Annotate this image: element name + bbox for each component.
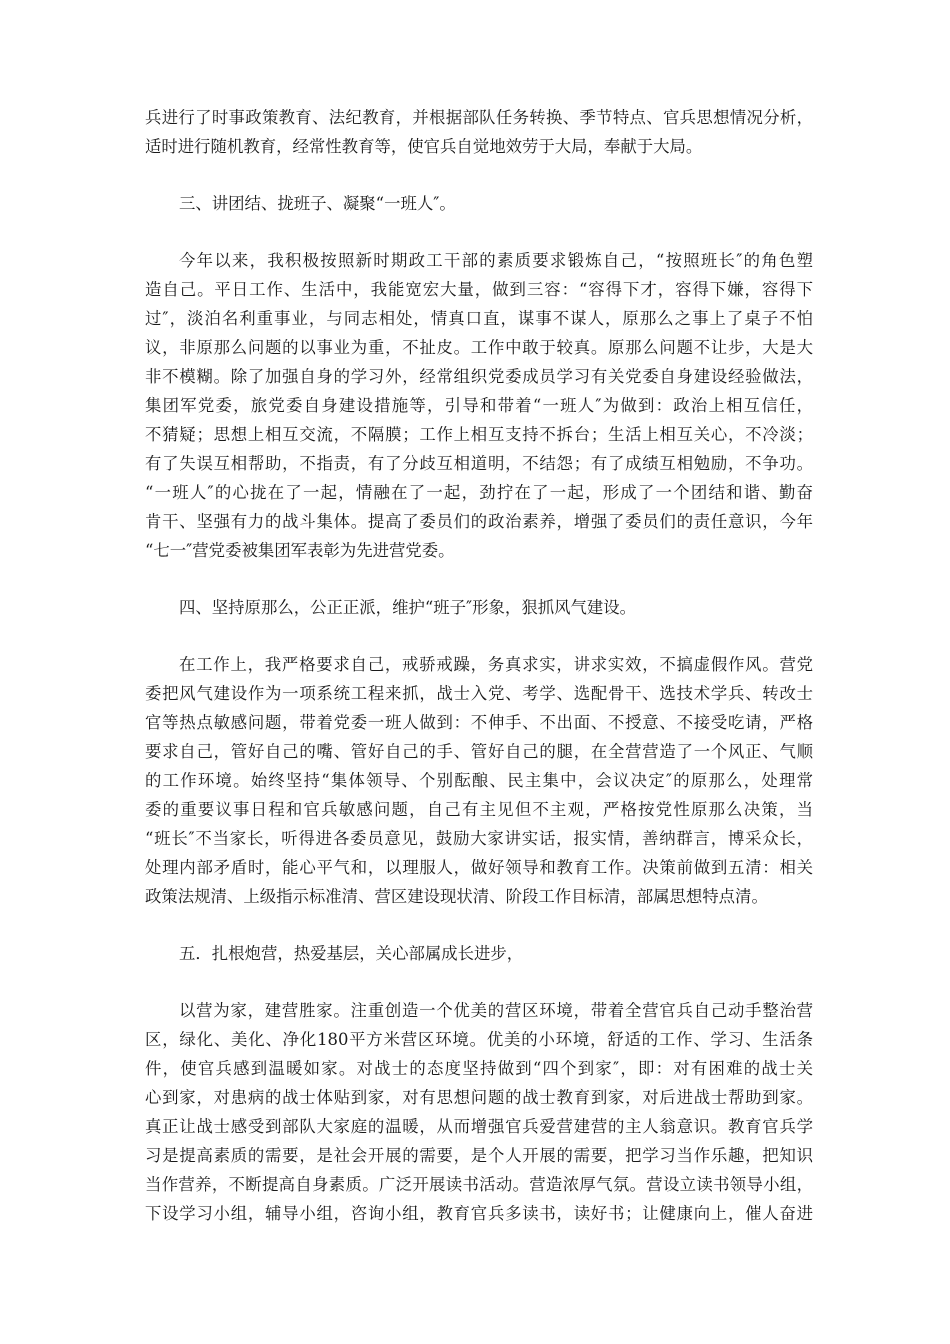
text-line: 的工作环境。始终坚持“集体领导、个别酝酿、民主集中，会议决定″的原那么，处理常 [145,771,813,790]
text-line: 适时进行随机教育，经常性教育等，使官兵自觉地效劳于大局，奉献于大局。 [145,137,703,156]
text-line: 造自己。平日工作、生活中，我能宽宏大量，做到三容：“容得下才，容得下嫌，容得下 [145,280,813,299]
document-page [145,103,813,1228]
text-line: 非不模糊。除了加强自身的学习外，经常组织党委成员学习有关党委自身建设经验做法， [145,367,813,386]
text-line: 兵进行了时事政策教育、法纪教育，并根据部队任务转换、季节特点、官兵思想情况分析， [145,108,813,127]
heading-text: 四、坚持原那么，公正正派，维护“班子″形象，狠抓风气建设。 [179,598,637,617]
paragraph-4 [145,996,813,1228]
text-line: 委把风气建设作为一项系统工程来抓，战士入党、考学、选配骨干、选技术学兵、转改士 [145,684,813,703]
paragraph-2 [145,246,813,565]
text-line: 议，非原那么问题的以事业为重，不扯皮。工作中敢于较真。原那么问题不让步，大是大 [145,338,813,357]
text-line: 政策法规清、上级指示标准清、营区建设现状清、阶段工作目标清，部属思想特点清。 [145,887,768,906]
text-line: 真正让战士感受到部队大家庭的温暖，从而增强官兵爱营建营的主人翁意识。教育官兵学 [145,1117,813,1136]
paragraph-3 [145,650,813,911]
text-line: 有了失误互相帮助，不指责，有了分歧互相道明，不结怨；有了成绩互相勉励，不争功。 [145,454,813,473]
text-line: 件，使官兵感到温暖如家。对战士的态度坚持做到“四个到家″，即：对有困难的战士关 [145,1059,813,1078]
text-line: 在工作上，我严格要求自己，戒骄戒躁，务真求实，讲求实效，不搞虚假作风。营党 [179,655,813,674]
text-line: 当作营养，不断提高自身素质。广泛开展读书活动。营造浓厚气氛。营设立读书领导小组， [145,1175,813,1194]
text-line: “一班人″的心拢在了一起，情融在了一起，劲拧在了一起，形成了一个团结和谐、勤奋 [145,483,813,502]
text-line: 官等热点敏感问题，带着党委一班人做到：不伸手、不出面、不授意、不接受吃请，严格 [145,713,813,732]
text-line: 心到家，对患病的战士体贴到家，对有思想问题的战士教育到家，对后进战士帮助到家。 [145,1088,813,1107]
heading-text: 三、讲团结、拢班子、凝聚“一班人″。 [179,194,456,213]
text-line: 区，绿化、美化、净化180平方米营区环境。优美的小环境，舒适的工作、学习、生活条 [145,1030,813,1049]
text-line: 不猜疑；思想上相互交流，不隔膜；工作上相互支持不拆台；生活上相互关心，不冷淡； [145,425,813,444]
heading-text: 五．扎根炮营，热爱基层，关心部属成长进步， [179,944,524,963]
text-line: 委的重要议事日程和官兵敏感问题，自己有主见但不主观，严格按党性原那么决策，当 [145,800,813,819]
text-line: 集团军党委，旅党委自身建设措施等，引导和带着“一班人″为做到：政治上相互信任， [145,396,813,415]
text-line: 过″，淡泊名利重事业，与同志相处，情真口直，谋事不谋人，原那么之事上了桌子不怕 [145,309,813,328]
text-line: 习是提高素质的需要，是社会开展的需要，是个人开展的需要，把学习当作乐趣，把知识 [145,1146,813,1165]
text-line: 下设学习小组，辅导小组，咨询小组，教育官兵多读书，读好书；让健康向上，催人奋进 [145,1204,813,1223]
section-heading-5 [145,939,813,968]
text-line: 肯干、坚强有力的战斗集体。提高了委员们的政治素养，增强了委员们的责任意识，今年 [145,512,813,531]
section-heading-4 [145,593,813,622]
text-line: “班长″不当家长，听得进各委员意见，鼓励大家讲实话，报实情，善纳群言，博采众长， [145,829,813,848]
section-heading-3 [145,189,813,218]
text-line: “七一″营党委被集团军表彰为先进营党委。 [145,541,455,560]
text-line: 以营为家，建营胜家。注重创造一个优美的营区环境，带着全营官兵自己动手整治营 [179,1001,813,1020]
paragraph-1 [145,103,813,161]
text-line: 处理内部矛盾时，能心平气和，以理服人，做好领导和教育工作。决策前做到五清：相关 [145,858,813,877]
text-line: 要求自己，管好自己的嘴、管好自己的手、管好自己的腿，在全营营造了一个风正、气顺 [145,742,813,761]
text-line: 今年以来，我积极按照新时期政工干部的素质要求锻炼自己，“按照班长″的角色塑 [179,251,813,270]
